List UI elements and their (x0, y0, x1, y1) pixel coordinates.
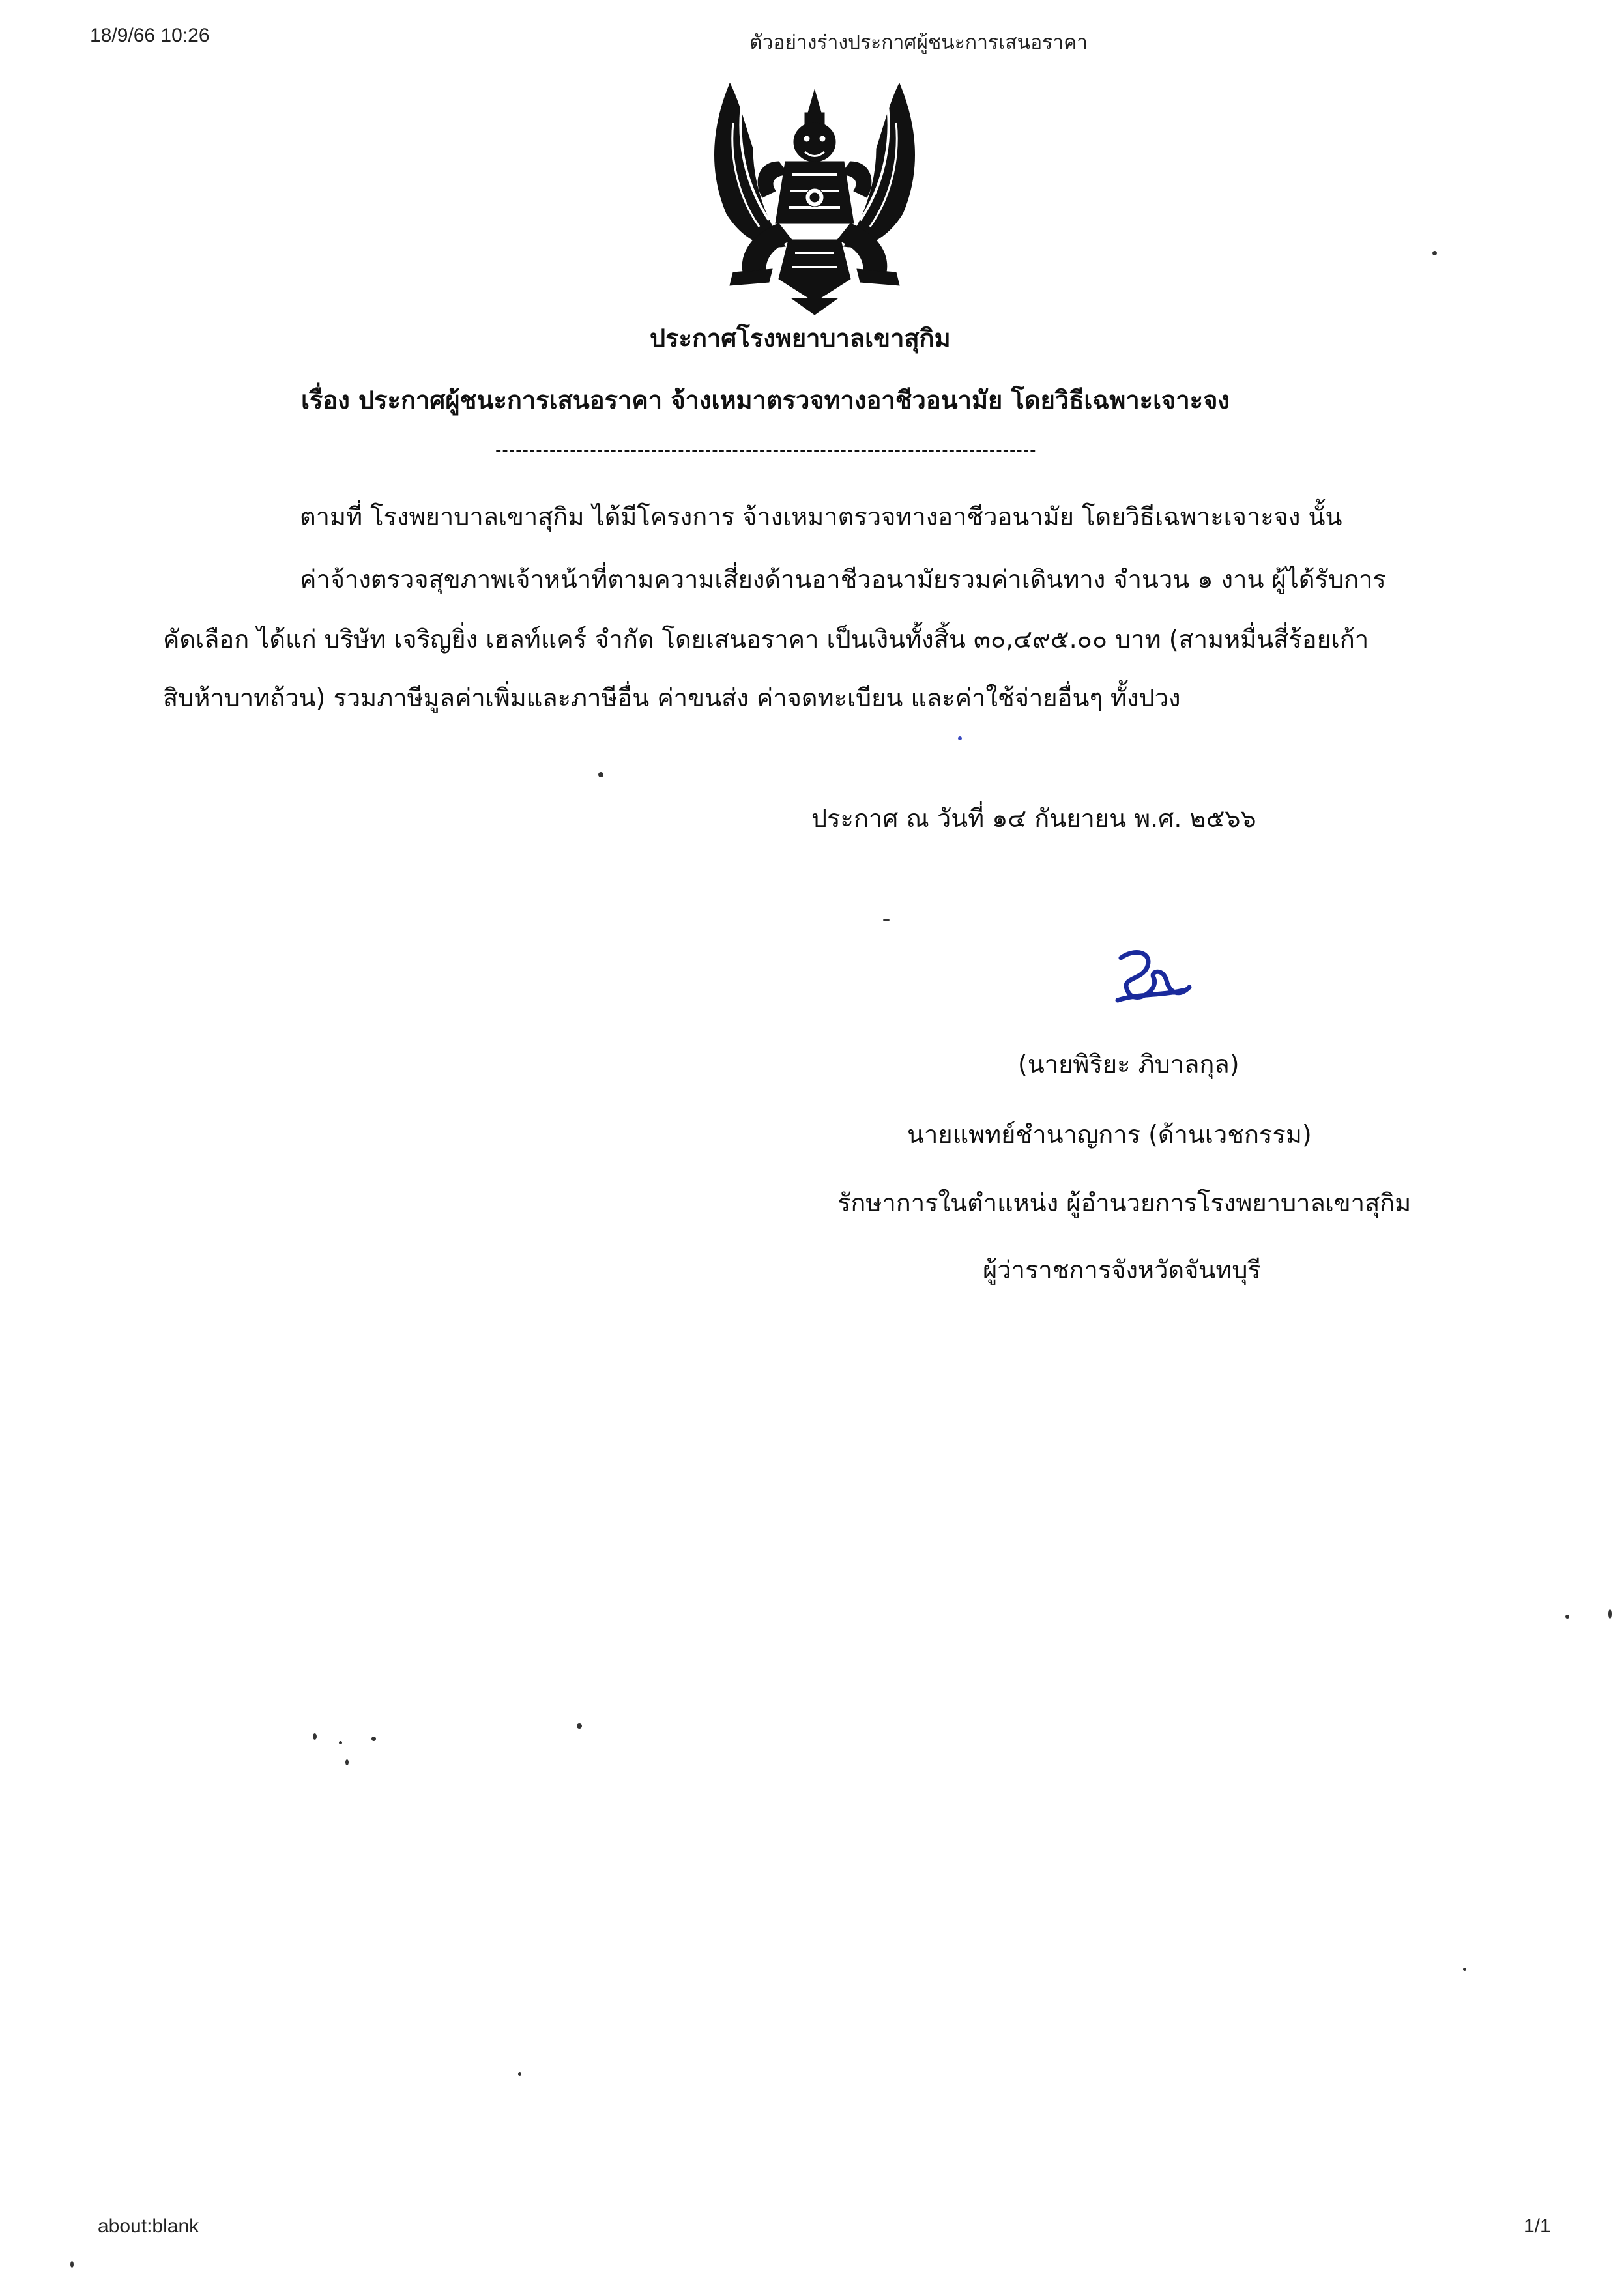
signatory-position: นายแพทย์ชำนาญการ (ด้านเวชกรรม) (907, 1120, 1312, 1149)
title-divider: -------------------------------------------------------------------------------- (495, 440, 1037, 460)
scan-speck (1463, 1968, 1466, 1971)
garuda-emblem (707, 83, 922, 315)
scan-speck (1608, 1609, 1612, 1619)
scan-speck (70, 2261, 74, 2268)
print-page-count: 1/1 (1524, 2215, 1551, 2237)
scan-speck (883, 919, 890, 921)
scan-speck (313, 1733, 317, 1740)
announcement-subject: เรื่อง ประกาศผู้ชนะการเสนอราคา จ้างเหมาตรวจทางอาชีวอนามัย โดยวิธีเฉพาะเจาะจง (301, 386, 1230, 414)
scan-speck (339, 1741, 342, 1744)
print-page-title: ตัวอย่างร่างประกาศผู้ชนะการเสนอราคา (749, 32, 1088, 53)
body-line-3: คัดเลือก ได้แก่ บริษัท เจริญยิ่ง เฮลท์แคร์ จำกัด โดยเสนอราคา เป็นเงินทั้งสิ้น ๓๐,๔๙๕.๐๐ บาท (สามหมื่นสี่ร้อยเก้า (163, 625, 1369, 654)
scan-speck (958, 736, 962, 740)
scan-speck (518, 2072, 521, 2076)
announcement-date: ประกาศ ณ วันที่ ๑๔ กันยายน พ.ศ. ๒๕๖๖ (811, 804, 1256, 833)
scan-speck (598, 772, 603, 777)
print-url: about:blank (98, 2215, 199, 2237)
scan-speck (1432, 251, 1437, 255)
body-line-4: สิบห้าบาทถ้วน) รวมภาษีมูลค่าเพิ่มและภาษีอื่น ค่าขนส่ง ค่าจดทะเบียน และค่าใช้จ่ายอื่นๆ ทั้งปวง (163, 684, 1181, 712)
print-datetime: 18/9/66 10:26 (90, 25, 210, 46)
body-line-2: ค่าจ้างตรวจสุขภาพเจ้าหน้าที่ตามความเสี่ยงด้านอาชีวอนามัยรวมค่าเดินทาง จำนวน ๑ งาน ผู้ได้รับการ (300, 565, 1386, 594)
scan-speck (371, 1737, 376, 1741)
scan-speck (345, 1759, 349, 1765)
signatory-on-behalf: ผู้ว่าราชการจังหวัดจันทบุรี (983, 1256, 1261, 1284)
body-line-1: ตามที่ โรงพยาบาลเขาสุกิม ได้มีโครงการ จ้างเหมาตรวจทางอาชีวอนามัย โดยวิธีเฉพาะเจาะจง นั้น (300, 502, 1342, 531)
signature (1108, 945, 1193, 1016)
signatory-acting: รักษาการในตำแหน่ง ผู้อำนวยการโรงพยาบาลเขาสุกิม (837, 1189, 1412, 1217)
signatory-name: (นายพิริยะ ภิบาลกุล) (1018, 1050, 1240, 1078)
announcement-title: ประกาศโรงพยาบาลเขาสุกิม (650, 324, 951, 353)
scan-speck (577, 1723, 582, 1729)
scan-speck (1565, 1615, 1569, 1619)
